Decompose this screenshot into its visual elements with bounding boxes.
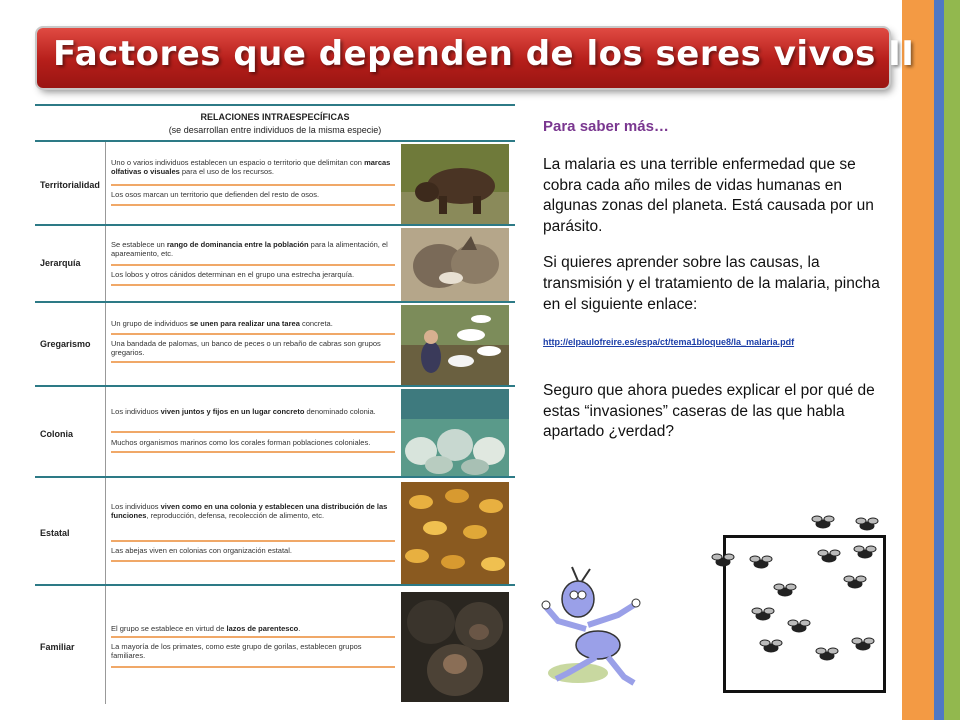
decor-stripe-green [944, 0, 960, 720]
row-divider [105, 478, 106, 584]
row-separator [111, 284, 395, 286]
row-separator [111, 184, 395, 186]
definition-text: para la alimentación, el apareamiento, etc. [111, 240, 388, 259]
row-label: Territorialidad [40, 180, 100, 190]
learn-more-paragraph: Si quieres aprender sobre las causas, la transmisión y el tratamiento de la malaria, pincha en el siguiente enlace: [543, 254, 880, 313]
table-row-familiar [35, 586, 515, 704]
table-row-territorialidad [35, 142, 515, 226]
coral-photo [401, 389, 509, 476]
table-header [35, 104, 515, 142]
row-divider [105, 226, 106, 301]
definition-bold: marcas olfativas o visuales [111, 158, 391, 177]
info-panel [543, 118, 893, 459]
title-banner [37, 28, 915, 88]
question-paragraph: Seguro que ahora puedes explicar el por qué de estas “invasiones” caseras de las que habla apartado ¿verdad? [543, 382, 875, 441]
table-header-title: RELACIONES INTRAESPECÍFICAS [200, 112, 350, 122]
row-separator [111, 666, 395, 668]
table-row-gregarismo [35, 303, 515, 387]
row-example: Las abejas viven en colonias con organización estatal. [111, 546, 292, 555]
cartoon-ant-illustration [538, 565, 688, 695]
wolves-photo [401, 228, 509, 301]
row-separator [111, 636, 395, 638]
definition-text: El grupo se establece en virtud de [111, 624, 227, 633]
gorillas-photo [401, 592, 509, 702]
definition-text: Los individuos [111, 502, 161, 511]
bees-photo [401, 482, 509, 584]
row-example: Muchos organismos marinos como los corales forman poblaciones coloniales. [111, 438, 371, 447]
row-separator [111, 264, 395, 266]
row-label: Estatal [40, 528, 70, 538]
row-label: Jerarquía [40, 258, 81, 268]
definition-text: , reproducción, defensa, recolección de alimento, etc. [146, 511, 325, 521]
flies-illustration [705, 510, 895, 700]
row-divider [105, 303, 106, 385]
row-label: Gregarismo [40, 339, 91, 349]
definition-text: Uno o varios individuos establecen un espacio o territorio que delimitan con [111, 158, 365, 167]
row-divider [105, 142, 106, 224]
info-heading: Para saber más… [543, 118, 669, 135]
row-definition [111, 240, 395, 259]
definition-text: para el uso de los recursos. [179, 167, 275, 177]
row-divider [105, 586, 106, 704]
row-definition [111, 624, 395, 633]
page-title: Factores que dependen de los seres vivos II [53, 34, 915, 74]
definition-bold: lazos de parentesco [226, 624, 299, 633]
row-separator [111, 451, 395, 453]
definition-text: Los individuos [111, 407, 161, 416]
row-example: Los lobos y otros cánidos determinan en el grupo una estrecha jerarquía. [111, 270, 355, 279]
row-separator [111, 333, 395, 335]
row-divider [105, 387, 106, 476]
decor-stripe-blue [934, 0, 944, 720]
doves-photo [401, 305, 509, 385]
table-row-jerarquia [35, 226, 515, 303]
table-row-estatal [35, 478, 515, 586]
table-row-colonia [35, 387, 515, 478]
definition-text: Un grupo de individuos [111, 319, 190, 328]
row-definition [111, 158, 395, 177]
definition-bold: viven como en una colonia y establecen una distribución de las funciones [111, 502, 388, 521]
row-definition [111, 319, 395, 328]
definition-text: . [298, 624, 301, 633]
table-header-subtitle: (se desarrollan entre individuos de la misma especie) [168, 125, 382, 135]
decor-stripe-orange [902, 0, 934, 720]
bear-photo [401, 144, 509, 224]
row-definition [111, 407, 395, 416]
malaria-paragraph: La malaria es una terrible enfermedad que se cobra cada año miles de vidas humanas en algunas zonas del planeta. Está causada por un parásito. [543, 156, 874, 235]
definition-bold: se unen para realizar una tarea [189, 319, 300, 328]
definition-text: denominado colonia. [304, 407, 376, 416]
row-label: Familiar [40, 642, 75, 652]
definition-bold: viven juntos y fijos en un lugar concreto [160, 407, 305, 416]
definition-bold: rango de dominancia entre la población [166, 240, 309, 249]
row-separator [111, 560, 395, 562]
row-separator [111, 361, 395, 363]
row-separator [111, 540, 395, 542]
relations-table [35, 104, 515, 704]
row-example: Una bandada de palomas, un banco de peces o un rebaño de cabras son grupos gregarios. [111, 339, 381, 358]
row-definition [111, 502, 395, 521]
row-separator [111, 204, 395, 206]
row-label: Colonia [40, 429, 73, 439]
row-example: Los osos marcan un territorio que defienden del resto de osos. [111, 190, 320, 199]
row-example: La mayoría de los primates, como este grupo de gorilas, establecen grupos familiares. [111, 642, 362, 661]
definition-text: concreta. [299, 319, 333, 328]
row-separator [111, 431, 395, 433]
malaria-pdf-link[interactable]: http://elpaulofreire.es/espa/ct/tema1bloque8/la_malaria.pdf [543, 337, 795, 348]
definition-text: Se establece un [111, 240, 167, 249]
